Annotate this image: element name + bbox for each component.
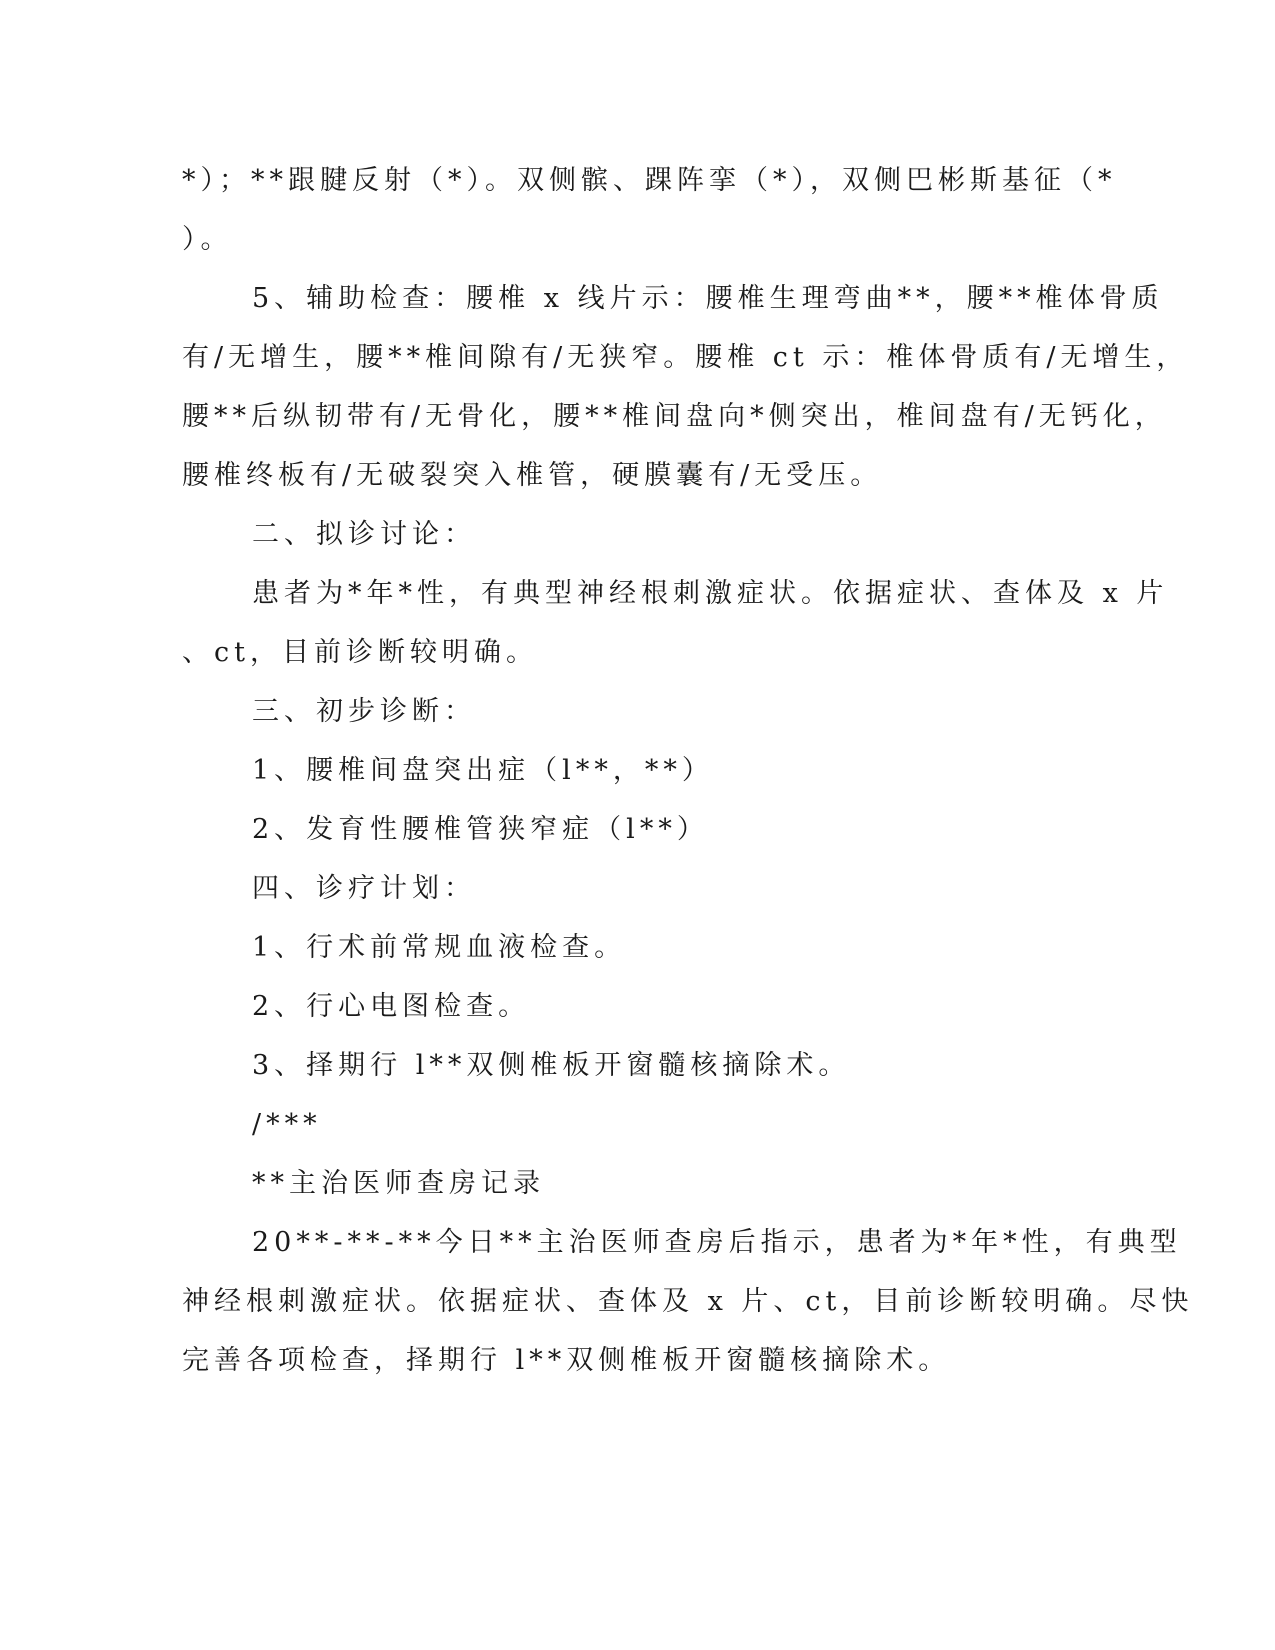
text-line: 腰椎终板有/无破裂突入椎管，硬膜囊有/无受压。 <box>182 460 883 491</box>
section-heading: 四、诊疗计划： <box>252 873 476 904</box>
paragraph-line: 20**-**-**今日**主治医师查房后指示，患者为*年*性，有典型 <box>252 1227 1182 1258</box>
text-line: 、ct，目前诊断较明确。 <box>182 637 538 668</box>
section-heading: 二、拟诊讨论： <box>252 519 476 550</box>
text-line: 腰**后纵韧带有/无骨化，腰**椎间盘向*侧突出，椎间盘有/无钙化， <box>182 401 1167 432</box>
record-title: **主治医师查房记录 <box>252 1168 545 1199</box>
list-item: 2、发育性腰椎管狭窄症（l**） <box>252 814 709 845</box>
list-item: 2、行心电图检查。 <box>252 991 531 1022</box>
text-line: 有/无增生，腰**椎间隙有/无狭窄。腰椎 ct 示：椎体骨质有/无增生， <box>182 342 1189 373</box>
text-line: 完善各项检查，择期行 l**双侧椎板开窗髓核摘除术。 <box>182 1345 951 1376</box>
list-item: 1、行术前常规血液检查。 <box>252 932 627 963</box>
list-item: 1、腰椎间盘突出症（l**，**） <box>252 755 714 786</box>
section-heading: 三、初步诊断： <box>252 696 476 727</box>
text-line: 神经根刺激症状。依据症状、查体及 x 片、ct，目前诊断较明确。尽快 <box>182 1286 1194 1317</box>
text-line: ）。 <box>182 224 233 255</box>
list-item: 3、择期行 l**双侧椎板开窗髓核摘除术。 <box>252 1050 851 1081</box>
text-line: *）；**跟腱反射（*）。双侧髌、踝阵挛（*），双侧巴彬斯基征（* <box>182 165 1117 196</box>
separator-text: /*** <box>252 1109 322 1140</box>
paragraph-line: 5、辅助检查：腰椎 x 线片示：腰椎生理弯曲**，腰**椎体骨质 <box>252 283 1164 314</box>
paragraph-line: 患者为*年*性，有典型神经根刺激症状。依据症状、查体及 x 片 <box>252 578 1169 609</box>
